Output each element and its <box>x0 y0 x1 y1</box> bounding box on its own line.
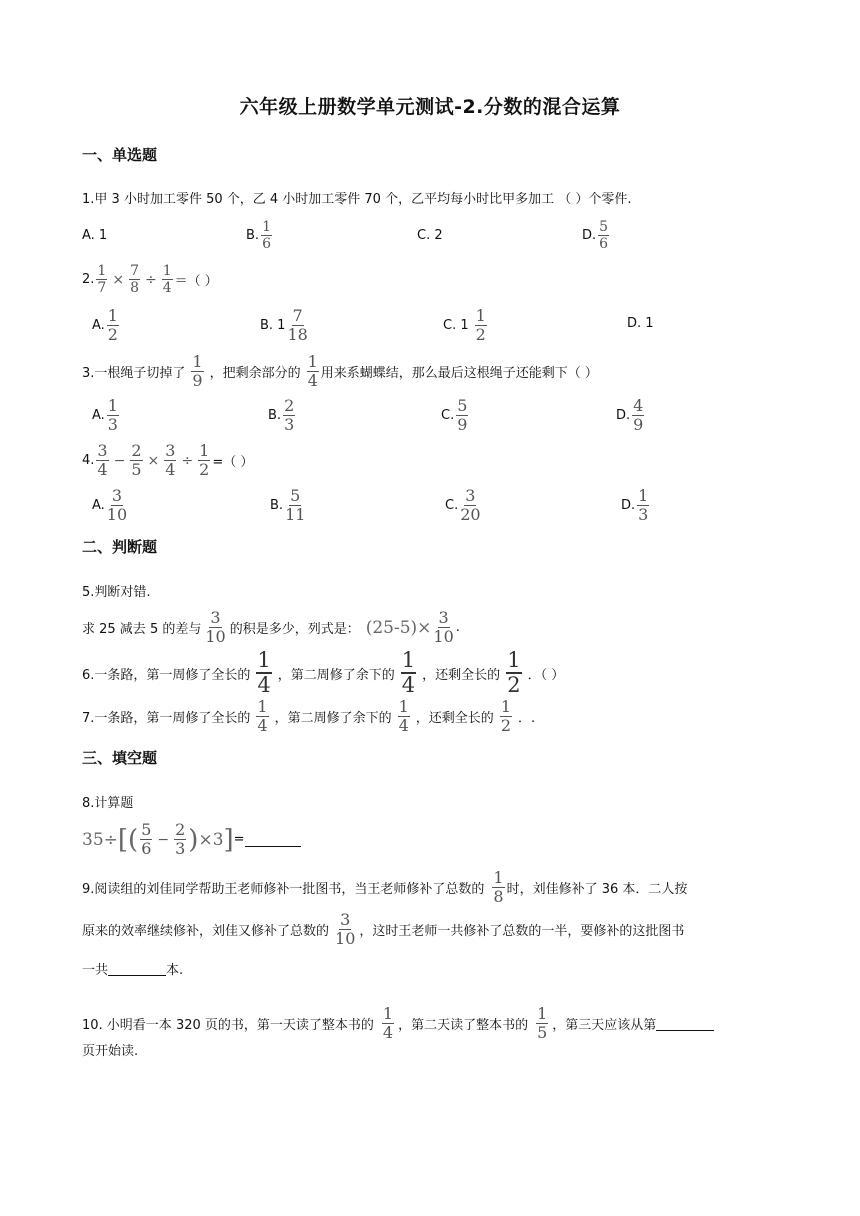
question-2-number: 2. <box>82 272 95 287</box>
q3-fraction-2: $\frac{1}{4}$ <box>307 352 318 390</box>
section-heading-single-choice: 一、单选题 <box>82 146 158 164</box>
q2-option-b-fraction: $\frac{7}{18}$ <box>287 306 308 344</box>
q1-option-a[interactable] <box>82 228 107 243</box>
q3-option-d-fraction: $\frac{4}{9}$ <box>633 396 644 434</box>
question-9-line-1 <box>82 870 687 905</box>
section-heading-true-false: 二、判断题 <box>82 538 158 556</box>
question-8 <box>82 822 301 857</box>
q4-option-b[interactable] <box>270 488 307 523</box>
q8-head-text: 8.计算题 <box>82 796 134 811</box>
q3-option-b-label: B. <box>268 408 282 423</box>
q2-operator-2: ÷ <box>144 271 157 288</box>
q4-option-d[interactable] <box>621 488 651 523</box>
q4-option-d-fraction: $\frac{1}{3}$ <box>638 486 649 524</box>
q1-option-d-fraction: $\frac{5}{6}$ <box>599 219 609 252</box>
q6-fraction-3: $\frac{1}{2}$ <box>507 648 521 697</box>
q9-text-4: ，这时王老师一共修补了总数的一半，要修补的这批图书 <box>359 924 685 939</box>
q3-option-b-fraction: $\frac{2}{3}$ <box>284 396 295 434</box>
section-heading-fill-blank: 三、填空题 <box>82 749 158 767</box>
question-3 <box>82 354 598 389</box>
q1-option-d-label: D. <box>582 228 597 243</box>
q2-fraction-3: $\frac{1}{4}$ <box>162 263 172 296</box>
q8-equals: = <box>233 832 245 847</box>
q2-option-d[interactable] <box>627 316 654 331</box>
q2-tail: ＝（ ） <box>174 274 218 289</box>
q4-option-c-label: C. <box>445 498 459 513</box>
q8-bracket-mid: ) <box>188 824 199 855</box>
q9-text-6: 本. <box>166 963 184 978</box>
q5-text-2: 的积是多少，列式是： <box>229 622 360 637</box>
q3-text-1: 3.一根绳子切掉了 <box>82 366 186 381</box>
q9-text-1: 9.阅读组的刘佳同学帮助王老师修补一批图书，当王老师修补了总数的 <box>82 882 485 897</box>
q3-option-b[interactable] <box>268 398 297 433</box>
q9-text-3: 原来的效率继续修补，刘佳又修补了总数的 <box>82 924 330 939</box>
question-6 <box>82 650 564 696</box>
question-10-line-1 <box>82 1006 714 1041</box>
q7-fraction-3: $\frac{1}{2}$ <box>500 697 511 735</box>
q1-option-c[interactable] <box>417 228 443 243</box>
q4-fraction-2: $\frac{2}{5}$ <box>131 441 142 479</box>
question-2 <box>82 264 218 295</box>
q9-fraction-1: $\frac{1}{8}$ <box>493 868 504 906</box>
q3-option-d[interactable] <box>616 398 646 433</box>
q3-fraction-1: $\frac{1}{9}$ <box>192 352 203 390</box>
q7-text-3: ，还剩全长的 <box>415 711 494 726</box>
q1-option-a-label: A. 1 <box>82 228 108 243</box>
q1-option-b-label: B. <box>246 228 260 243</box>
q3-option-a-label: A. <box>92 408 105 423</box>
q4-option-a-label: A. <box>92 498 105 513</box>
question-7 <box>82 699 535 734</box>
q8-expression-prefix: 35÷ <box>82 829 118 850</box>
q8-fraction-2: $\frac{2}{3}$ <box>175 820 186 858</box>
q7-fraction-1: $\frac{1}{4}$ <box>257 697 268 735</box>
q10-answer-blank[interactable] <box>656 1016 714 1031</box>
q4-operator-1: − <box>113 452 126 469</box>
q2-option-a[interactable] <box>92 308 121 343</box>
q2-fraction-2: $\frac{7}{8}$ <box>130 263 139 296</box>
q8-operator: − <box>157 831 170 848</box>
q4-operator-3: ÷ <box>181 452 194 469</box>
q5-end: . <box>455 620 460 635</box>
q5-head-text: 5.判断对错. <box>82 585 151 600</box>
q6-text-2: ，第二周修了余下的 <box>277 667 395 683</box>
q7-fraction-2: $\frac{1}{4}$ <box>398 697 409 735</box>
q1-option-d[interactable] <box>582 220 611 251</box>
question-5-head <box>82 581 151 600</box>
q8-answer-blank[interactable] <box>245 832 301 847</box>
q1-option-b[interactable] <box>246 220 274 251</box>
q2-option-d-label: D. 1 <box>627 316 654 331</box>
question-5 <box>82 610 460 645</box>
q3-option-c[interactable] <box>441 398 470 433</box>
q8-bracket-open: [( <box>117 824 139 855</box>
q4-fraction-3: $\frac{3}{4}$ <box>165 441 176 479</box>
q3-option-a-fraction: $\frac{1}{3}$ <box>107 396 118 434</box>
q5-expression: (25-5)× <box>365 617 432 638</box>
q3-text-3: 用来系蝴蝶结，那么最后这根绳子还能剩下（ ） <box>320 366 598 381</box>
q1-option-b-fraction: $\frac{1}{6}$ <box>262 219 271 252</box>
question-4-number: 4. <box>82 453 95 468</box>
q9-fraction-2: $\frac{3}{10}$ <box>335 910 356 948</box>
q7-text-2: ，第二周修了余下的 <box>274 711 392 726</box>
q10-fraction-1: $\frac{1}{4}$ <box>382 1004 394 1042</box>
q4-option-a-fraction: $\frac{3}{10}$ <box>106 486 128 524</box>
q3-text-2: ，把剩余部分的 <box>209 366 301 381</box>
q10-fraction-2: $\frac{1}{5}$ <box>537 1004 548 1042</box>
q8-bracket-close: ] <box>223 824 234 855</box>
q2-option-b-label: B. 1 <box>260 318 286 333</box>
question-4 <box>82 443 253 478</box>
q2-fraction-1: $\frac{1}{7}$ <box>97 263 107 296</box>
q2-option-b[interactable] <box>260 308 310 343</box>
q6-fraction-1: $\frac{1}{4}$ <box>257 648 271 697</box>
q3-option-c-label: C. <box>441 408 455 423</box>
q4-option-c[interactable] <box>445 488 483 523</box>
q4-option-d-label: D. <box>621 498 636 513</box>
q7-text-4: ．. <box>518 711 536 726</box>
q10-text-1: 10. 小明看一本 320 页的书，第一天读了整本书的 <box>82 1018 374 1033</box>
question-9-line-2 <box>82 912 684 947</box>
q3-option-c-fraction: $\frac{5}{9}$ <box>457 396 468 434</box>
q3-option-d-label: D. <box>616 408 631 423</box>
q5-fraction-1: $\frac{3}{10}$ <box>205 608 226 646</box>
q10-text-2: ，第二天读了整本书的 <box>398 1018 529 1033</box>
q4-fraction-4: $\frac{1}{2}$ <box>199 441 210 479</box>
q9-answer-blank[interactable] <box>108 961 166 976</box>
q2-option-c[interactable] <box>443 308 489 343</box>
q10-text-3: ，第三天应该从第 <box>552 1018 657 1033</box>
q2-option-c-fraction: $\frac{1}{2}$ <box>475 306 486 344</box>
q6-text-1: 6.一条路，第一周修了全长的 <box>82 667 251 683</box>
q2-option-a-label: A. <box>92 318 105 333</box>
q7-text-1: 7.一条路，第一周修了全长的 <box>82 711 251 726</box>
q5-text-1: 求 25 减去 5 的差与 <box>82 622 202 637</box>
q6-text-3: ，还剩全长的 <box>422 667 501 683</box>
q8-fraction-1: $\frac{5}{6}$ <box>141 820 152 858</box>
q10-text-4: 页开始读. <box>82 1044 139 1059</box>
q4-operator-2: × <box>147 452 160 469</box>
question-1 <box>82 188 632 207</box>
page-title: 六年级上册数学单元测试-2.分数的混合运算 <box>239 96 621 118</box>
q2-option-c-label: C. 1 <box>443 318 469 333</box>
question-10-line-2 <box>82 1040 138 1059</box>
q2-operator-1: × <box>112 271 125 288</box>
question-8-head <box>82 792 133 811</box>
q9-text-5: 一共 <box>82 963 109 978</box>
q4-option-a[interactable] <box>92 488 129 523</box>
q1-option-c-label: C. 2 <box>417 228 443 243</box>
q4-option-b-fraction: $\frac{5}{11}$ <box>285 486 306 524</box>
q8-expression-suffix: ×3 <box>198 829 224 850</box>
q4-option-c-fraction: $\frac{3}{20}$ <box>460 486 481 524</box>
q4-tail: =（ ） <box>212 455 254 470</box>
question-1-text: 1.甲 3 小时加工零件 50 个，乙 4 小时加工零件 70 个，乙平均每小时比甲多加工 （ ）个零件. <box>82 192 632 207</box>
q6-text-4: ．（ ） <box>527 667 565 683</box>
q4-fraction-1: $\frac{3}{4}$ <box>97 441 108 479</box>
q3-option-a[interactable] <box>92 398 121 433</box>
q4-option-b-label: B. <box>270 498 284 513</box>
q2-option-a-fraction: $\frac{1}{2}$ <box>107 306 118 344</box>
q6-fraction-2: $\frac{1}{4}$ <box>401 648 416 697</box>
q5-fraction-2: $\frac{3}{10}$ <box>433 608 454 646</box>
q9-text-2: 时，刘佳修补了 36 本．二人按 <box>506 882 688 897</box>
question-9-line-3 <box>82 959 183 978</box>
